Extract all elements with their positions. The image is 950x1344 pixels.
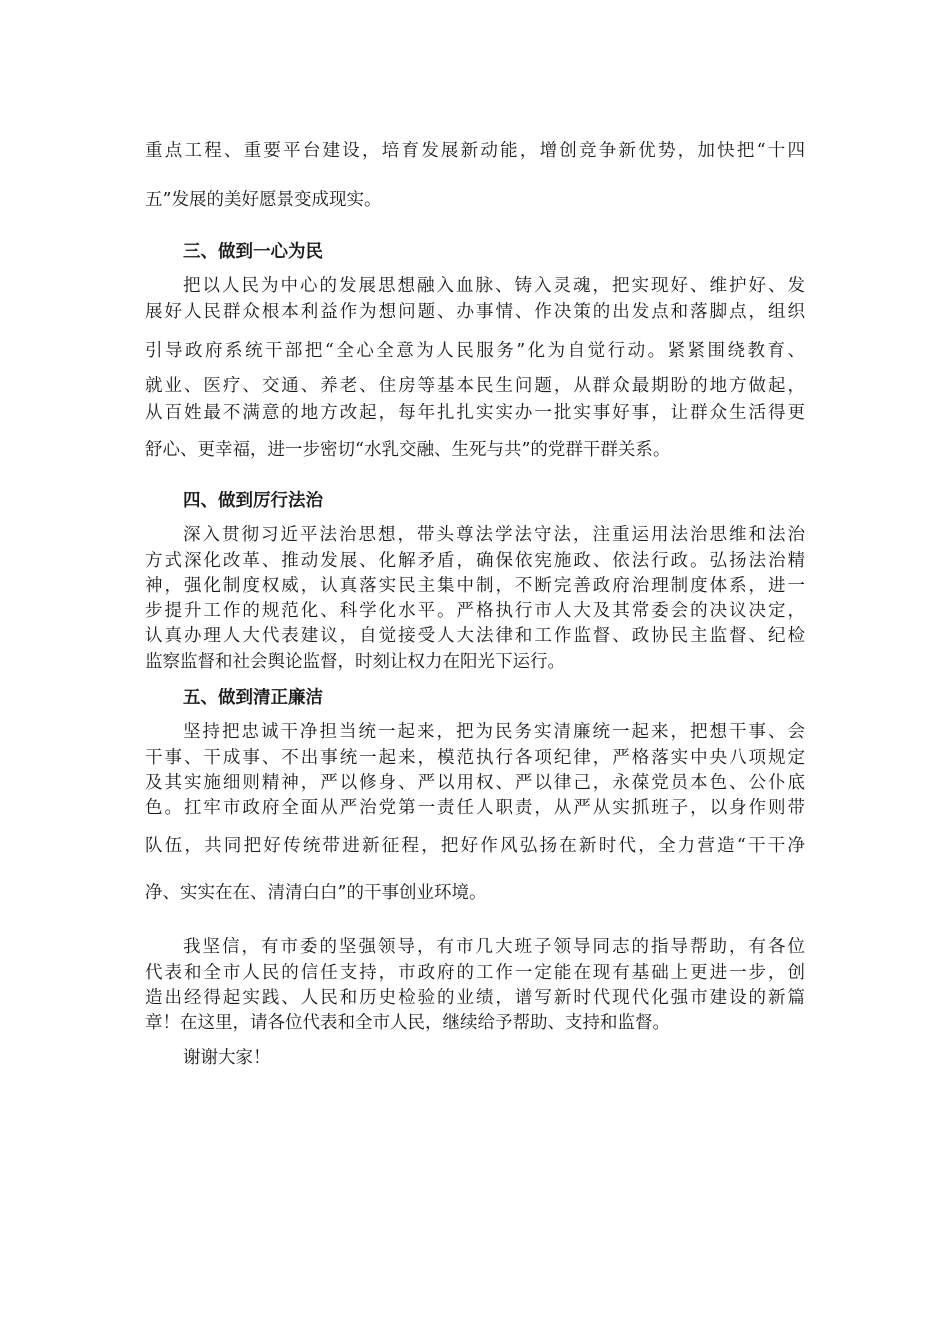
paragraph-line: 深入贯彻习近平法治思想，带头尊法学法守法，注重运用法治思维和法治: [183, 525, 805, 545]
paragraph-line: 方式深化改革、推动发展、化解矛盾，确保依宪施政、依法行政。弘扬法治精: [145, 551, 805, 571]
paragraph-line: 步提升工作的规范化、科学化水平。严格执行市人大及其常委会的决议决定，: [145, 601, 805, 621]
paragraph-line: 把以人民为中心的发展思想融入血脉、铸入灵魂，把实现好、维护好、发: [183, 276, 805, 296]
paragraph-line: 坚持把忠诚干净担当统一起来，把为民务实清廉统一起来，把想干事、会: [183, 722, 805, 742]
paragraph-line: 展好人民群众根本利益作为想问题、办事情、作决策的出发点和落脚点，组织: [145, 302, 805, 322]
paragraph-line: 章！在这里，请各位代表和全市人民，继续给予帮助、支持和监督。: [145, 1013, 670, 1033]
section-heading-4: 四、做到厉行法治: [183, 491, 323, 511]
paragraph-line: 监察监督和社会舆论监督，时刻让权力在阳光下运行。: [145, 652, 565, 672]
paragraph-line: 干事、干成事、不出事统一起来，模范执行各项纪律，严格落实中央八项规定: [145, 748, 805, 768]
section-heading-5: 五、做到清正廉洁: [183, 688, 323, 708]
paragraph-line: 我坚信，有市委的坚强领导，有市几大班子领导同志的指导帮助，有各位: [183, 937, 805, 957]
paragraph-line: 造出经得起实践、人民和历史检验的业绩，谱写新时代现代化强市建设的新篇: [145, 988, 805, 1008]
paragraph-line: 舒心、更幸福，进一步密切“水乳交融、生死与共”的党群干群关系。: [145, 440, 671, 460]
paragraph-line: 净、实实在在、清清白白”的干事创业环境。: [145, 883, 487, 903]
section-heading-3: 三、做到一心为民: [183, 242, 323, 262]
paragraph-line: 队伍，共同把好传统带进新征程，把好作风弘扬在新时代，全力营造“干干净: [145, 836, 805, 856]
paragraph-line: 代表和全市人民的信任支持，市政府的工作一定能在现有基础上更进一步，创: [145, 963, 805, 983]
paragraph-line: 色。扛牢市政府全面从严治党第一责任人职责，从严从实抓班子，以身作则带: [145, 798, 805, 818]
paragraph-line: 及其实施细则精神，严以修身、严以用权、严以律己，永葆党员本色、公仆底: [145, 773, 805, 793]
paragraph-line: 五”发展的美好愿景变成现实。: [145, 190, 382, 210]
paragraph-line: 引导政府系统干部把“全心全意为人民服务”化为自觉行动。紧紧围绕教育、: [145, 341, 805, 361]
paragraph-line: 重点工程、重要平台建设，培育发展新动能，增创竞争新优势，加快把“十四: [145, 141, 805, 161]
paragraph-line: 神，强化制度权威，认真落实民主集中制，不断完善政府治理制度体系，进一: [145, 576, 805, 596]
paragraph-line: 认真办理人大代表建议，自觉接受人大法律和工作监督、政协民主监督、纪检: [145, 626, 805, 646]
paragraph-line: 从百姓最不满意的地方改起，每年扎扎实实办一批实事好事，让群众生活得更: [145, 403, 805, 423]
closing-thanks: 谢谢大家！: [183, 1048, 271, 1068]
paragraph-line: 就业、医疗、交通、养老、住房等基本民生问题，从群众最期盼的地方做起，: [145, 376, 805, 396]
